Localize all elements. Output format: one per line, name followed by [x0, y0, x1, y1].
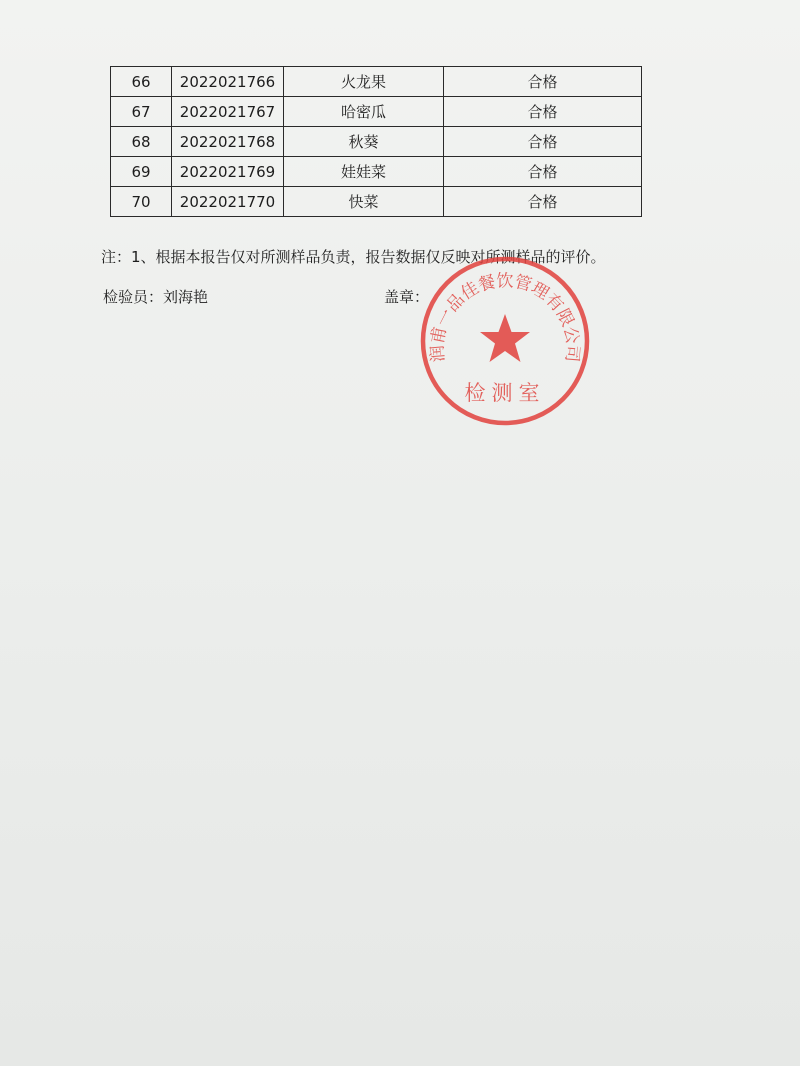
sample-code: 2022021769 — [172, 157, 284, 187]
results-table — [110, 66, 642, 217]
row-index: 70 — [111, 187, 172, 217]
sample-name: 哈密瓜 — [284, 97, 444, 127]
company-seal — [418, 254, 592, 428]
row-index: 68 — [111, 127, 172, 157]
sample-name: 火龙果 — [284, 67, 444, 97]
seal-department-text: 检测室 — [464, 381, 546, 405]
report-note: 注：1、根据本报告仅对所测样品负责，报告数据仅反映对所测样品的评价。 — [101, 248, 606, 266]
seal-label: 盖章： — [384, 288, 430, 306]
table-row — [111, 157, 642, 187]
inspector-signature: 检验员：刘海艳 — [103, 288, 209, 306]
test-result: 合格 — [444, 97, 642, 127]
table-row — [111, 97, 642, 127]
test-result: 合格 — [444, 67, 642, 97]
sample-code: 2022021768 — [172, 127, 284, 157]
star-icon — [480, 314, 530, 362]
sample-code: 2022021766 — [172, 67, 284, 97]
test-result: 合格 — [444, 187, 642, 217]
table-row — [111, 187, 642, 217]
test-result: 合格 — [444, 127, 642, 157]
table-row — [111, 67, 642, 97]
row-index: 69 — [111, 157, 172, 187]
sample-name: 快菜 — [284, 187, 444, 217]
row-index: 66 — [111, 67, 172, 97]
sample-name: 娃娃菜 — [284, 157, 444, 187]
test-result: 合格 — [444, 157, 642, 187]
seal-company-text: 润甫一品佳餐饮管理有限公司 — [427, 271, 583, 363]
sample-code: 2022021767 — [172, 97, 284, 127]
row-index: 67 — [111, 97, 172, 127]
sample-code: 2022021770 — [172, 187, 284, 217]
sample-name: 秋葵 — [284, 127, 444, 157]
table-row — [111, 127, 642, 157]
